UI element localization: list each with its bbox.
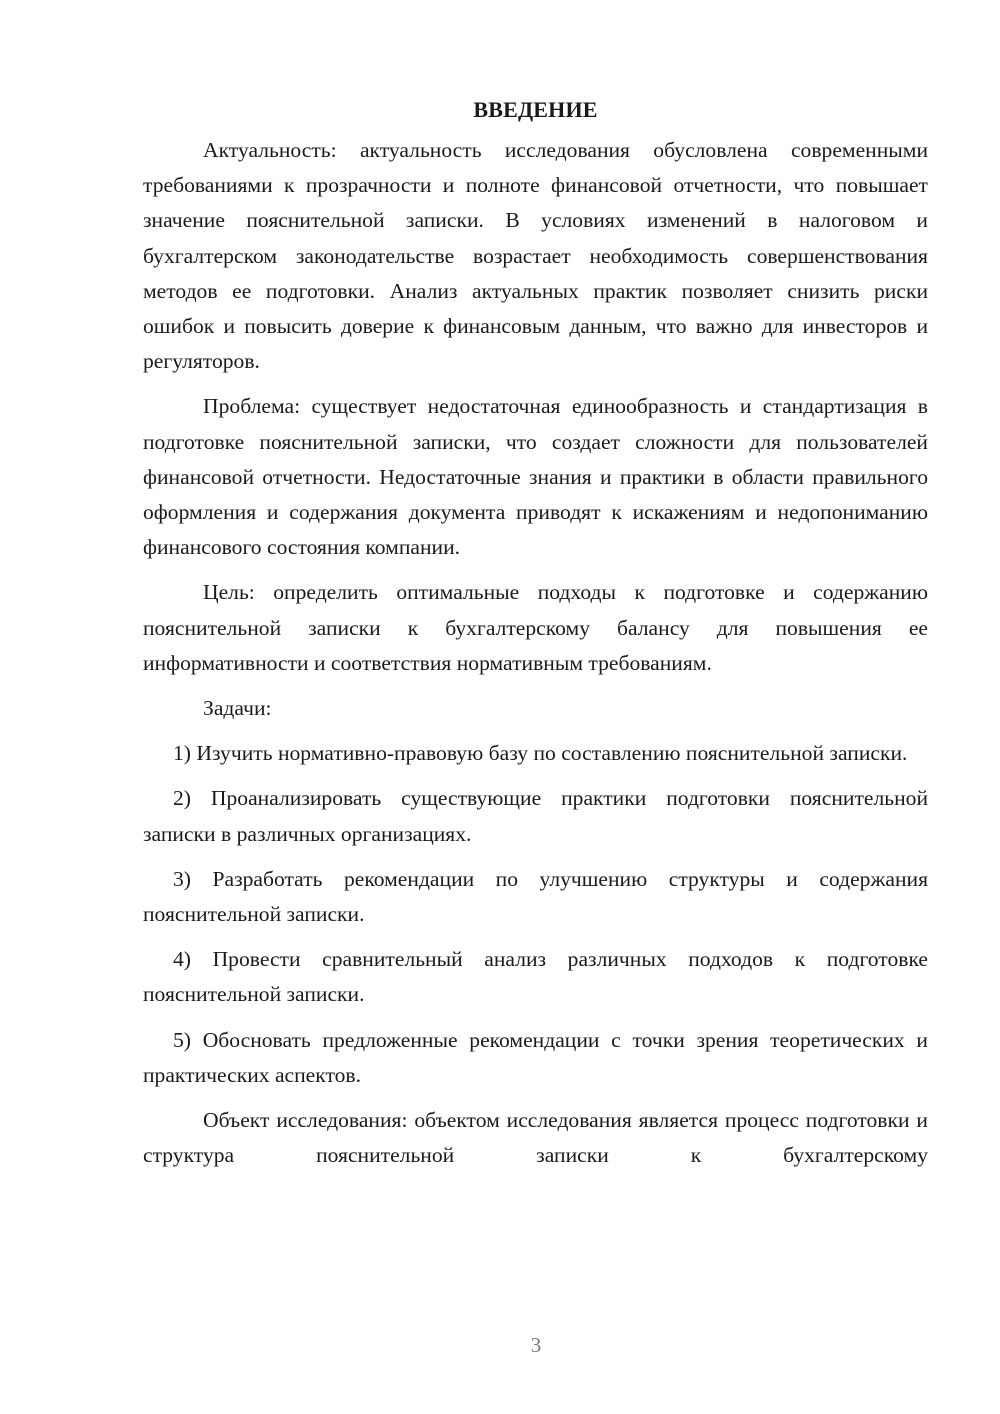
- task-item-3: 3) Разработать рекомендации по улучшению структуры и содержания пояснительной записки.: [143, 866, 928, 927]
- document-page: [143, 92, 928, 1183]
- section-title: ВВЕДЕНИЕ: [473, 97, 598, 122]
- paragraph-relevance: Актуальность: актуальность исследования обусловлена современными требованиями к прозрачности и полноте финансовой отчетности, что повышает значение пояснительной записки. В условиях изменений в налоговом и бухгалтерском законодательстве возрастает необходимость совершенствования методов ее подготовки. Анализ актуальных практик позволяет снизить риски ошибок и повысить доверие к финансовым данным, что важно для инвесторов и регуляторов.: [143, 138, 928, 374]
- task-item-2: 2) Проанализировать существующие практики подготовки пояснительной записки в различных организациях.: [143, 786, 928, 846]
- paragraph-object: Объект исследования: объектом исследования является процесс подготовки и структура пояснительной записки к бухгалтерскому: [143, 1108, 928, 1168]
- task-list: [143, 736, 928, 1093]
- task-item-4: 4) Провести сравнительный анализ различных подходов к подготовке пояснительной записки.: [143, 947, 928, 1007]
- paragraph-problem: Проблема: существует недостаточная единообразность и стандартизация в подготовке пояснительной записки, что создает сложности для пользователей финансовой отчетности. Недостаточные знания и практики в области правильного оформления и содержания документа приводят к искажениям и недопониманию финансового состояния компании.: [143, 394, 928, 560]
- page-number: 3: [530, 1333, 542, 1357]
- task-item-1: 1) Изучить нормативно-правовую базу по составлению пояснительной записки.: [173, 741, 908, 766]
- tasks-heading: Задачи:: [203, 696, 272, 721]
- paragraph-goal: Цель: определить оптимальные подходы к подготовке и содержанию пояснительной записки к бухгалтерскому балансу для повышения ее информативности и соответствия нормативным требованиям.: [143, 580, 928, 675]
- task-item-5: 5) Обосновать предложенные рекомендации с точки зрения теоретических и практических аспектов.: [143, 1027, 928, 1087]
